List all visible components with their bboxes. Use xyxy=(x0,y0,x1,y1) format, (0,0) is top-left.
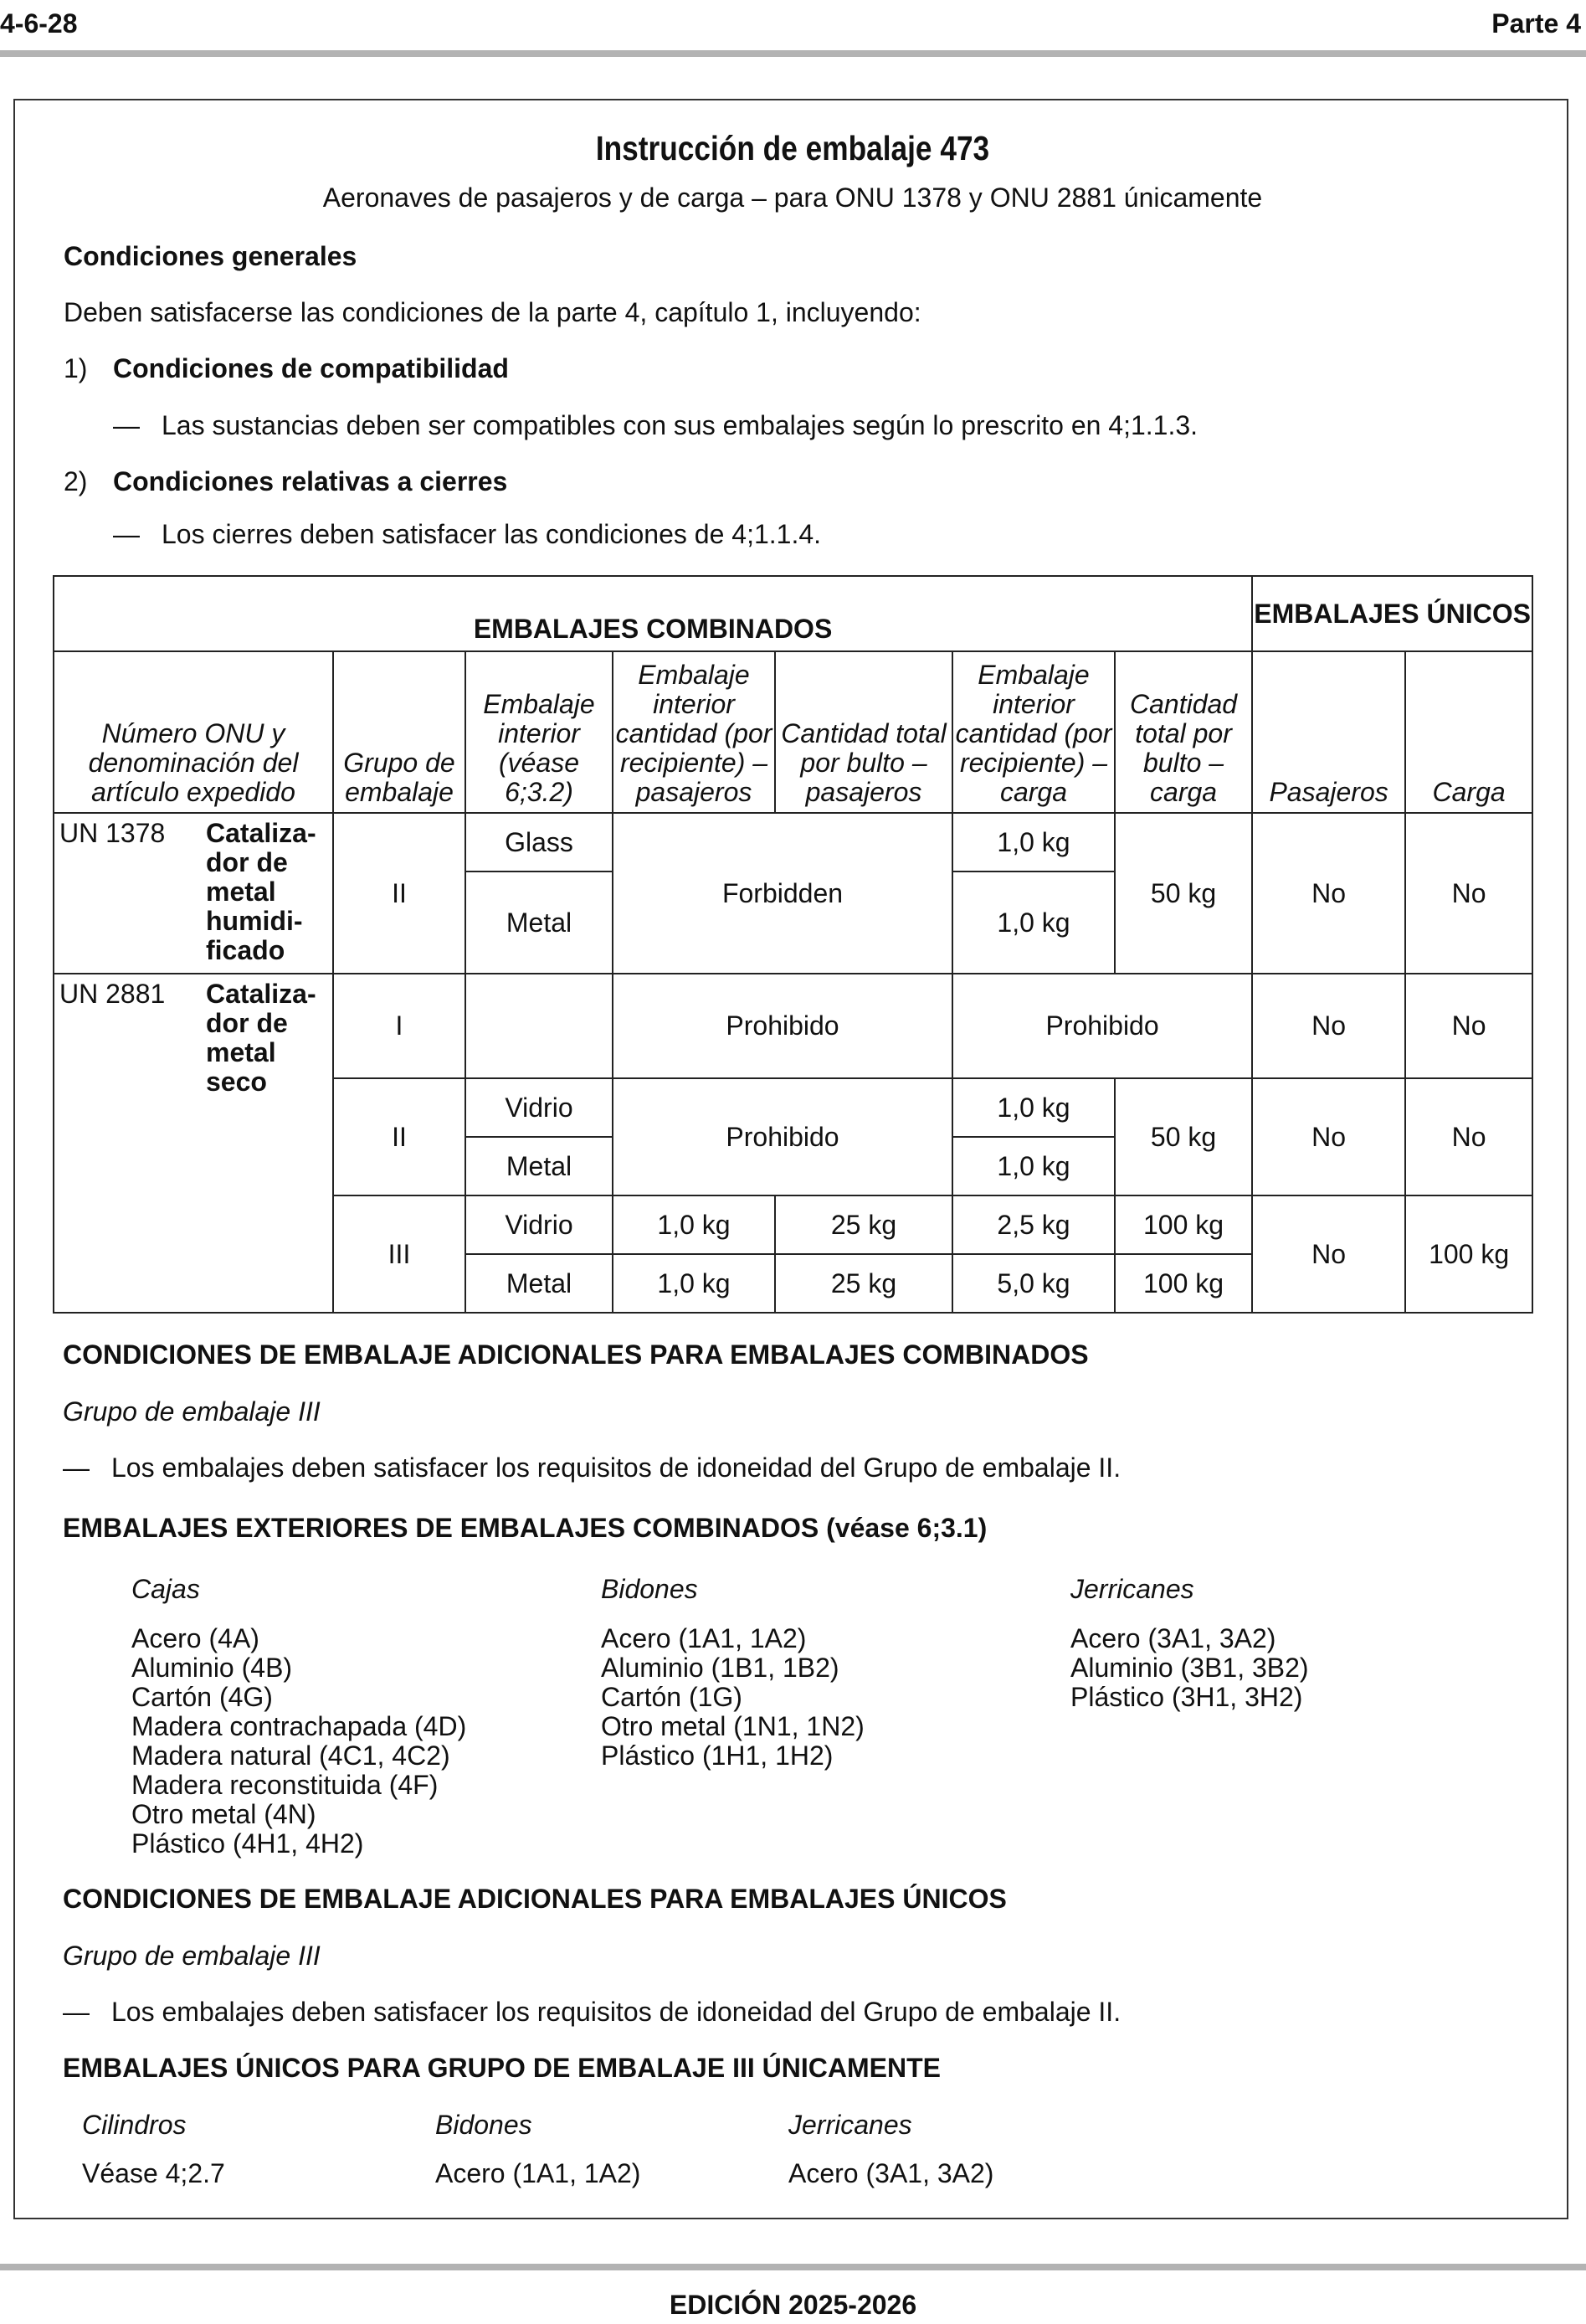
pax-forbidden: Forbidden xyxy=(613,813,952,974)
instruction-subtitle: Aeronaves de pasajeros y de carga – para ONU 1378 y ONU 2881 únicamente xyxy=(322,183,1263,213)
cargo-inner-glass: 2,5 kg xyxy=(952,1195,1115,1254)
condition-1-dash: — xyxy=(113,410,140,440)
combined-header: EMBALAJES COMBINADOS xyxy=(54,576,1252,651)
col-un-header: Número ONU y denominación del artículo expedido xyxy=(54,651,333,813)
packaging-list-item: Cartón (1G) xyxy=(601,1682,742,1712)
condition-2-text: Los cierres deben satisfacer las condiciones de 4;1.1.4. xyxy=(162,519,822,549)
cargo-total-glass: 100 kg xyxy=(1115,1195,1252,1254)
condition-2-dash: — xyxy=(113,519,140,549)
pax-total-glass: 25 kg xyxy=(775,1195,952,1254)
packaging-list-item: Otro metal (1N1, 1N2) xyxy=(601,1711,865,1741)
inner-empty xyxy=(465,974,613,1078)
single-drums-value: Acero (1A1, 1A2) xyxy=(435,2158,641,2188)
add-single-dash: — xyxy=(63,1997,90,2027)
single-cargo: No xyxy=(1405,813,1532,974)
add-single-group: Grupo de embalaje III xyxy=(63,1941,321,1971)
col-inner-pax-header: Embalaje interior cantidad (por recipiente) – pasajeros xyxy=(613,651,775,813)
page-number: 4-6-28 xyxy=(0,8,78,39)
general-intro: Deben satisfacerse las condiciones de la parte 4, capítulo 1, incluyendo: xyxy=(64,297,921,327)
single-cylinders-value: Véase 4;2.7 xyxy=(82,2158,225,2188)
add-combined-group: Grupo de embalaje III xyxy=(63,1396,321,1427)
instruction-title: Instrucción de embalaje 473 xyxy=(595,129,990,167)
packaging-list-item: Aluminio (1B1, 1B2) xyxy=(601,1653,839,1683)
col-cargo-header: Carga xyxy=(1405,651,1532,813)
add-combined-heading: CONDICIONES DE EMBALAJE ADICIONALES PARA EMBALAJES COMBINADOS xyxy=(63,1339,1089,1370)
condition-2-number: 2) xyxy=(64,466,88,496)
packing-group: II xyxy=(333,1078,465,1195)
single-pax: No xyxy=(1252,1078,1405,1195)
add-single-text: Los embalajes deben satisfacer los requisitos de idoneidad del Grupo de embalaje II. xyxy=(111,1997,1121,2027)
page-header xyxy=(0,3,1586,54)
single-pax: No xyxy=(1252,813,1405,974)
col-inner-cargo-header: Embalaje interior cantidad (por recipiente) – carga xyxy=(952,651,1115,813)
single-cargo: No xyxy=(1405,1078,1532,1195)
outer-col-drums-title: Bidones xyxy=(601,1574,698,1604)
add-combined-text: Los embalajes deben satisfacer los requisitos de idoneidad del Grupo de embalaje II. xyxy=(111,1452,1121,1483)
condition-1-title: Condiciones de compatibilidad xyxy=(113,353,509,383)
cargo-inner-metal: 1,0 kg xyxy=(952,872,1115,974)
inner-metal: Metal xyxy=(465,872,613,974)
single-pax: No xyxy=(1252,974,1405,1078)
packaging-list-item: Otro metal (4N) xyxy=(131,1799,316,1829)
packing-group: III xyxy=(333,1195,465,1313)
single-jerricans-title: Jerricanes xyxy=(788,2110,912,2140)
pax-inner-metal: 1,0 kg xyxy=(613,1254,775,1313)
single-cargo: 100 kg xyxy=(1405,1195,1532,1313)
packaging-list-item: Aluminio (4B) xyxy=(131,1653,293,1683)
outer-col-boxes xyxy=(131,1624,466,1859)
article-name: Cataliza-dor de metal humidi-ficado xyxy=(201,813,333,974)
packaging-list-item: Acero (3A1, 3A2) xyxy=(1070,1623,1276,1653)
single-heading: EMBALAJES ÚNICOS PARA GRUPO DE EMBALAJE III ÚNICAMENTE xyxy=(63,2053,941,2083)
header-rule xyxy=(0,50,1586,57)
single-cylinders-title: Cilindros xyxy=(82,2110,187,2140)
packing-group: I xyxy=(333,974,465,1078)
edition-footer: EDICIÓN 2025-2026 xyxy=(669,2290,917,2320)
outer-col-boxes-title: Cajas xyxy=(131,1574,200,1604)
outer-col-jerricans-title: Jerricanes xyxy=(1070,1574,1194,1604)
pax-prohibited: Prohibido xyxy=(613,1078,952,1195)
outer-heading: EMBALAJES EXTERIORES DE EMBALAJES COMBINADOS (véase 6;3.1) xyxy=(63,1513,988,1543)
packaging-list-item: Plástico (4H1, 4H2) xyxy=(131,1828,364,1859)
packing-group: II xyxy=(333,813,465,974)
packaging-list-item: Acero (1A1, 1A2) xyxy=(601,1623,807,1653)
cargo-inner-glass: 1,0 kg xyxy=(952,1078,1115,1137)
outer-col-drums xyxy=(601,1624,865,1771)
cargo-inner-glass: 1,0 kg xyxy=(952,813,1115,872)
cargo-total: 50 kg xyxy=(1115,813,1252,974)
packaging-list-item: Cartón (4G) xyxy=(131,1682,273,1712)
packaging-list-item: Aluminio (3B1, 3B2) xyxy=(1070,1653,1309,1683)
condition-1-text: Las sustancias deben ser compatibles con sus embalajes según lo prescrito en 4;1.1.3. xyxy=(162,410,1198,440)
outer-col-jerricans xyxy=(1070,1624,1309,1712)
packaging-list-item: Madera natural (4C1, 4C2) xyxy=(131,1740,450,1771)
pax-inner-glass: 1,0 kg xyxy=(613,1195,775,1254)
condition-2-title: Condiciones relativas a cierres xyxy=(113,466,508,496)
col-pg-header: Grupo de embalaje xyxy=(333,651,465,813)
general-heading: Condiciones generales xyxy=(64,241,357,271)
single-pax: No xyxy=(1252,1195,1405,1313)
inner-metal: Metal xyxy=(465,1254,613,1313)
pax-prohibited: Prohibido xyxy=(613,974,952,1078)
packaging-list-item: Madera reconstituida (4F) xyxy=(131,1770,439,1800)
pax-total-metal: 25 kg xyxy=(775,1254,952,1313)
packaging-list-item: Madera contrachapada (4D) xyxy=(131,1711,467,1741)
footer-rule xyxy=(0,2264,1586,2270)
part-label: Parte 4 xyxy=(1491,8,1581,39)
condition-1-number: 1) xyxy=(64,353,88,383)
add-combined-dash: — xyxy=(63,1452,90,1483)
single-cargo: No xyxy=(1405,974,1532,1078)
un-number: UN 2881 xyxy=(54,974,201,1313)
single-header: EMBALAJES ÚNICOS xyxy=(1252,576,1532,651)
cargo-inner-metal: 5,0 kg xyxy=(952,1254,1115,1313)
cargo-prohibited: Prohibido xyxy=(952,974,1252,1078)
packaging-list-item: Plástico (3H1, 3H2) xyxy=(1070,1682,1303,1712)
single-jerricans-value: Acero (3A1, 3A2) xyxy=(788,2158,994,2188)
col-pax-header: Pasajeros xyxy=(1252,651,1405,813)
article-name: Cataliza-dor de metal seco xyxy=(201,974,333,1313)
single-drums-title: Bidones xyxy=(435,2110,532,2140)
inner-glass: Glass xyxy=(465,813,613,872)
packing-table xyxy=(53,575,1533,1314)
un-number: UN 1378 xyxy=(54,813,201,974)
inner-metal: Metal xyxy=(465,1137,613,1195)
inner-glass: Vidrio xyxy=(465,1078,613,1137)
col-total-cargo-header: Cantidad total por bulto – carga xyxy=(1115,651,1252,813)
packaging-list-item: Acero (4A) xyxy=(131,1623,259,1653)
cargo-inner-metal: 1,0 kg xyxy=(952,1137,1115,1195)
packaging-list-item: Plástico (1H1, 1H2) xyxy=(601,1740,834,1771)
cargo-total: 50 kg xyxy=(1115,1078,1252,1195)
col-total-pax-header: Cantidad total por bulto – pasajeros xyxy=(775,651,952,813)
inner-glass: Vidrio xyxy=(465,1195,613,1254)
col-inner-header: Embalaje interior (véase 6;3.2) xyxy=(465,651,613,813)
cargo-total-metal: 100 kg xyxy=(1115,1254,1252,1313)
add-single-heading: CONDICIONES DE EMBALAJE ADICIONALES PARA EMBALAJES ÚNICOS xyxy=(63,1884,1007,1914)
